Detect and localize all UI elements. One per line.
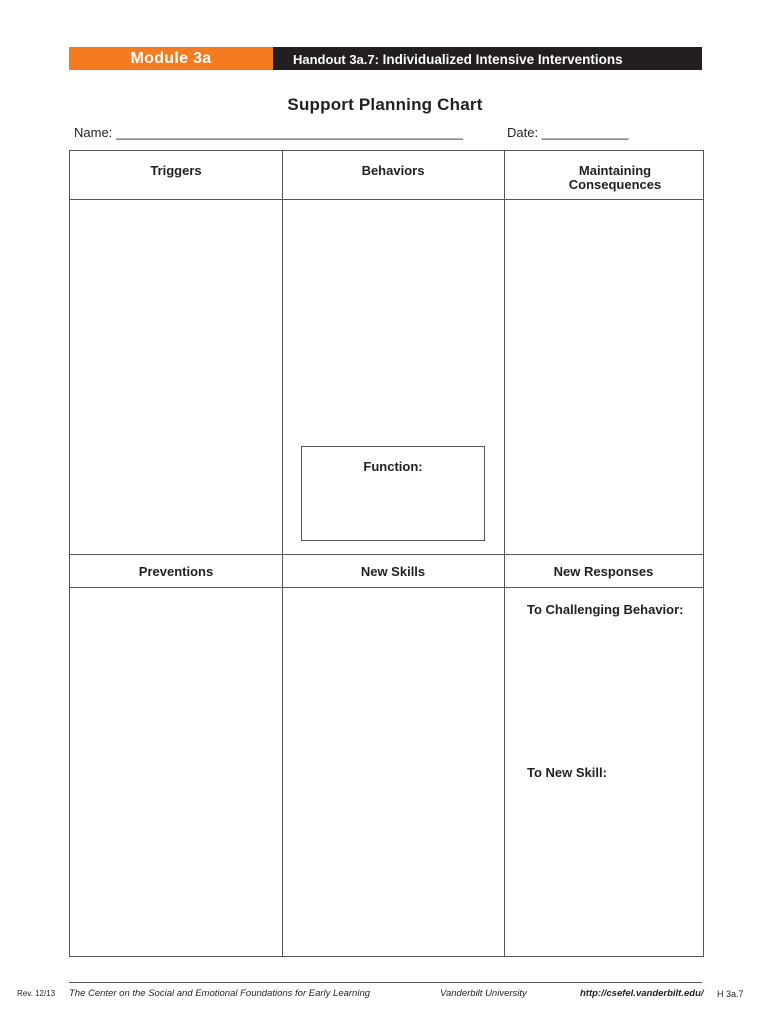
module-label: Module 3a: [69, 47, 273, 70]
header-new-responses: New Responses: [553, 564, 654, 579]
page-id: H 3a.7: [717, 989, 744, 999]
preventions-cell[interactable]: [70, 588, 282, 956]
footer-url-link[interactable]: http://csefel.vanderbilt.edu/: [580, 988, 704, 999]
function-box[interactable]: [301, 446, 485, 541]
support-planning-chart: [69, 150, 704, 957]
new-skills-cell[interactable]: [283, 588, 504, 956]
date-field[interactable]: Date: ____________: [507, 125, 629, 140]
function-label: Function:: [363, 459, 423, 474]
name-field[interactable]: Name: ________________________________________________: [74, 125, 463, 140]
header-banner: [69, 47, 702, 70]
to-challenging-behavior-label: To Challenging Behavior:: [527, 602, 684, 617]
footer-university: Vanderbilt University: [440, 988, 527, 999]
handout-title: Individualized Intensive Interventions: [382, 52, 623, 67]
page-title: Support Planning Chart: [287, 95, 483, 114]
header-behaviors: Behaviors: [361, 163, 425, 178]
section-divider: [70, 554, 703, 555]
revision-label: Rev. 12/13: [17, 989, 56, 998]
footer-divider: [69, 982, 702, 983]
header-triggers: Triggers: [150, 163, 202, 178]
to-new-skill-label: To New Skill:: [527, 765, 607, 780]
maintaining-consequences-cell[interactable]: [505, 200, 703, 554]
header-maintaining-consequences: Maintaining Consequences: [568, 163, 662, 192]
header-new-skills: New Skills: [360, 564, 426, 579]
footer-center: The Center on the Social and Emotional Foundations for Early Learning: [69, 988, 371, 999]
triggers-cell[interactable]: [70, 200, 282, 554]
handout-number: Handout 3a.7:: [293, 52, 379, 67]
header-preventions: Preventions: [138, 564, 214, 579]
handout-label: [273, 47, 702, 70]
